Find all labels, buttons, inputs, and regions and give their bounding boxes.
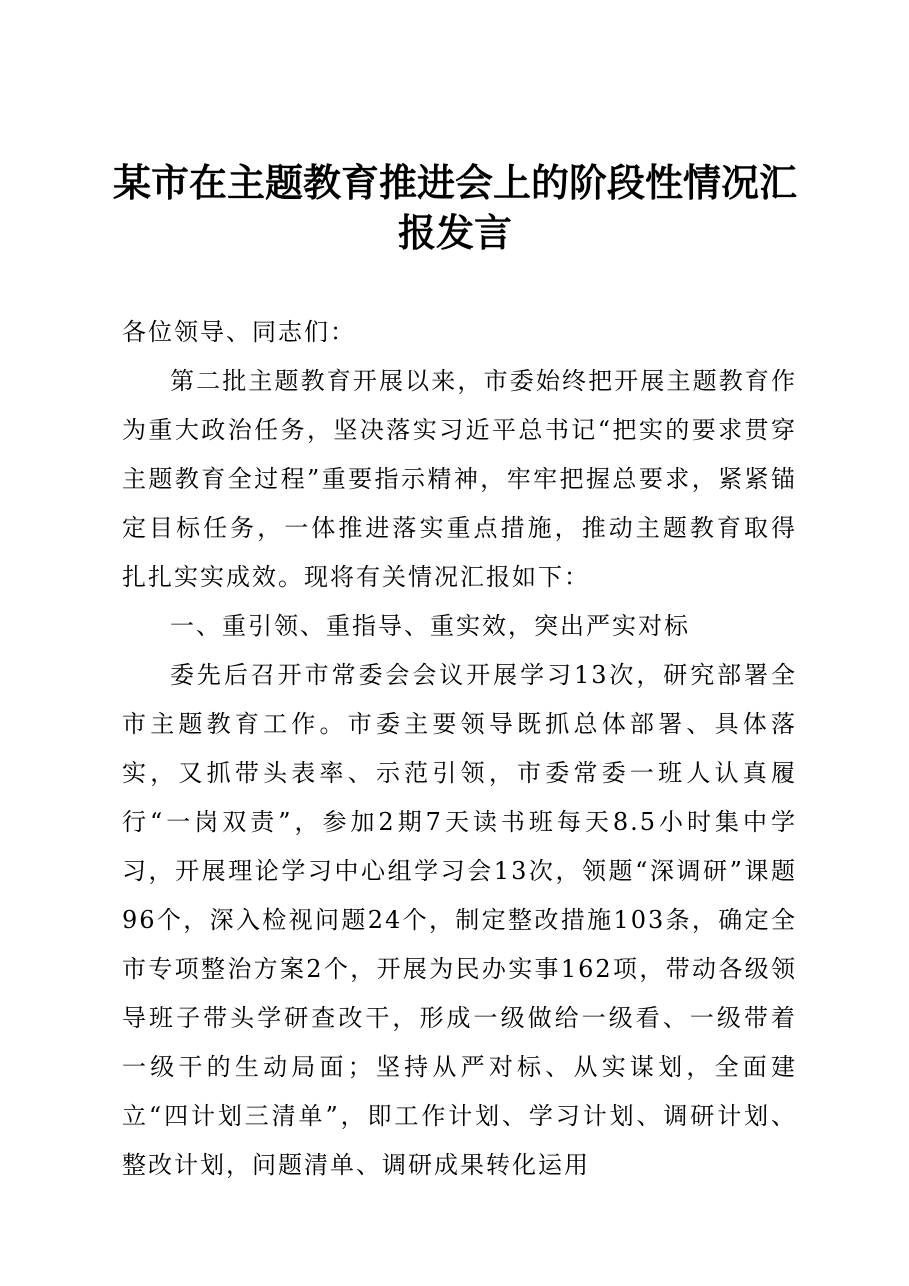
paragraph-intro: 第二批主题教育开展以来，市委始终把开展主题教育作为重大政治任务，坚决落实习近平总书记“把实的要求贯穿主题教育全过程”重要指示精神，牢牢把握总要求，紧紧锚定目标任务，一体推进落实重点措施，推动主题教育取得扎扎实实成效。现将有关情况汇报如下： bbox=[122, 367, 797, 591]
document-body bbox=[122, 308, 797, 1190]
salutation: 各位领导、同志们： bbox=[122, 318, 356, 346]
paragraph-section-1: 委先后召开市常委会会议开展学习13次，研究部署全市主题教育工作。市委主要领导既抓总体部署、具体落实，又抓带头表率、示范引领，市委常委一班人认真履行“一岗双责”，参加2期7天读书班每天8.5小时集中学习，开展理论学习中心组学习会13次，领题“深调研”课题96个，深入检视问题24个，制定整改措施103条，确定全市专项整治方案2个，开展为民办实事162项，带动各级领导班子带头学研查改干，形成一级做给一级看、一级带着一级干的生动局面；坚持从严对标、从实谋划，全面建立“四计划三清单”，即工作计划、学习计划、调研计划、整改计划，问题清单、调研成果转化运用 bbox=[122, 661, 797, 1179]
section-heading-1: 一、重引领、重指导、重实效，突出严实对标 bbox=[170, 612, 690, 640]
document-title: 某市在主题教育推进会上的阶段性情况汇报发言 bbox=[112, 160, 797, 255]
